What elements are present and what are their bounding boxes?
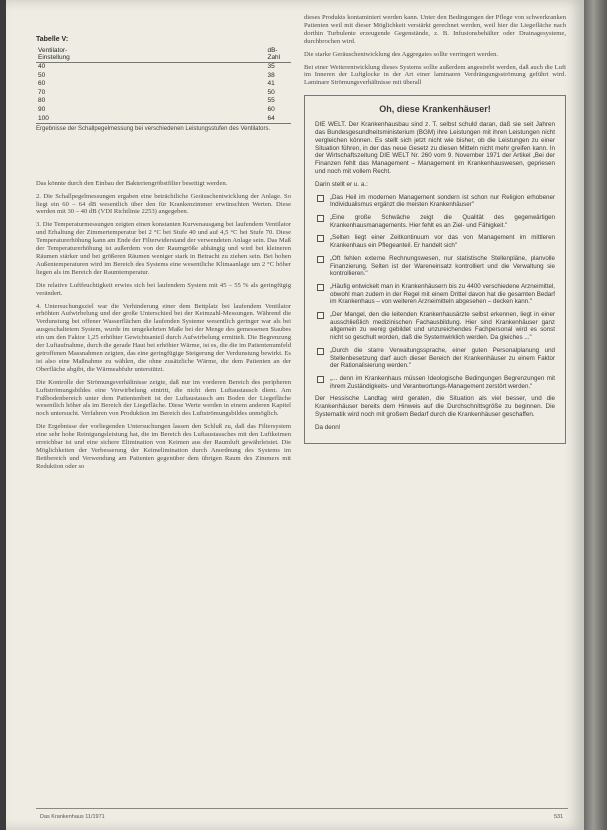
checkbox[interactable] xyxy=(317,235,324,242)
paragraph: Die relative Luftfeuchtigkeit erwies sich bei laufendem System mit 45 – 55 % als geringfügig verändert. xyxy=(36,281,291,297)
list-item: „... denn im Krankenhaus müssen Ideologische Bedingungen Begrenzungen mit ihrem Zuständigkeits- und Verantwortungs-Management zerstört werden." xyxy=(317,375,555,390)
paragraph: Die Kontrolle der Strömungsverhältnisse zeigte, daß nur im vorderen Bereich des peripheren Luftströmungsbildes eine Verwirbelung eintritt, die nicht dem Luftaustausch dient. Am Fußbodenbereich unter dem Patientenbett ist der Luftaustausch am Boden der Liegefläche wesentlich höher als im Bereich der Liegefläche. Diese Werte werden in einem anderen Kapitel noch untersucht. Verfahren von Produktion im Bereich des Luftströmungsbildes unmöglich. xyxy=(36,378,291,418)
list-item: „Oft fehlen externe Rechnungswesen, nur statistische Stellenpläne, planvolle Finanzierung. Selten ist der Wareneinsatz kontrolliert und die Verwaltung sie kontrollieren." xyxy=(317,255,555,278)
table-caption: Ergebnisse der Schallpegelmessung bei verschiedenen Leistungsstufen des Ventilators. xyxy=(36,126,271,133)
book-spine xyxy=(584,0,607,830)
checkbox[interactable] xyxy=(317,376,324,383)
sidebar-box xyxy=(304,95,566,443)
table-header-setting: Ventilator-Einstellung xyxy=(36,46,97,63)
list-item: „Eine große Schwäche zeigt die Qualität des gegenwärtigen Krankenhausmanagements. Hier fehlt es an Ziel- und Fähigkeit." xyxy=(317,214,555,229)
list-item: „Häufig entwickelt man in Krankenhäusern bis zu 4400 verschiedene Arzneimittel, obwohl man zudem in der Regel mit einem Drittel davon hat die gesamten Bedarf im Krankenhaus – von weiteren Arzneimitteln abgesehen – decken kann." xyxy=(317,283,555,306)
paragraph: Die Ergebnisse der vorliegenden Untersuchungen lassen den Schluß zu, daß das Filtersystem eine sehr hohe Reinigungsleistung hat, die im Bereich des Luftaustausches mit den Luftkeimen erreichbar ist und eine sichere Elimination von Keimen aus der Raumluft gewährleistet. Die Möglichkeiten der Verbesserung der Keimelimination durch Anordnung des Systems im Bettbereich und Verwendung am Patienten gegenüber dem übrigen Raum des Zimmers mit Reduktion oder so xyxy=(36,423,291,470)
box-closing: Der Hessische Landtag wird geraten, die Situation als viel besser, und die Krankenhäuser bereits dem Hinweis auf die Durchschnittsgröße zu beginnen. Die Systematik wird noch mit großem Bedarf durch die Krankenhäuser geschaffen. xyxy=(315,395,555,418)
footer-journal: Das Krankenhaus 11/1971 xyxy=(40,814,105,820)
table-title: Tabelle V: xyxy=(36,36,69,43)
list-item: „Der Mangel, den die leitenden Krankenhausärzte selbst erkennen, liegt in einer ausschließlich medizinischen Fachausbildung. Hier sind Krankenhäuser ganz allgemein zu wenig gebildet und unzureichendes Fachpersonal wird es sonst nicht so geschult worden, daß die Systemwirklich werden. Da gleiches ..." xyxy=(317,311,555,342)
table-row: 90 60 xyxy=(38,105,275,113)
table-row: 60 41 xyxy=(38,80,275,88)
table-row: 70 50 xyxy=(38,88,275,96)
box-intro: DIE WELT. Der Krankenhausbau sind z. T. selbst schuld daran, daß sie seit Jahren das Bundesgesundheitsministerium (BGM) ihre Leistungen mit ihren Leistungen nicht vergleichen können. Es stellt sich jetzt nicht wie bisher, ob die Leistungen zu einer Situation führen, in der das neue Gesetz zu diesen Mitteln nicht mehr greifen kann. In der Wirtschaftszeitung DIE WELT Nr. 260 vom 9. November 1971 der Artikel „Bei der Finanzen fehlt das Management – Management im Krankenhauswesen, gepriesen und noch mit vollem Recht. xyxy=(315,121,555,176)
checkbox[interactable] xyxy=(317,312,324,319)
paragraph: Die starke Geräuschentwicklung des Aggregates sollte verringert werden. xyxy=(304,50,499,58)
db-table xyxy=(36,46,291,124)
table-row: 80 55 xyxy=(38,97,275,105)
table-header-db: dB-Zahl xyxy=(97,46,291,63)
box-title: Oh, diese Krankenhäuser! xyxy=(379,104,491,115)
box-sign: Da denn! xyxy=(315,423,341,431)
list-item: „Das Heil im modernen Management sondern ist schon nur Religion erhobener Individualismus ergänzt die meisten Krankenhäuser" xyxy=(317,194,555,209)
checkbox[interactable] xyxy=(317,348,324,355)
table-row: 40 35 xyxy=(38,63,275,70)
paragraph: 3. Die Temperaturmessungen zeigten einen konstanten Kurvenausgang bei laufendem Ventilator und Erhaltung der Zimmertemperatur bei 2 °C bei Stufe 40 und auf 4,5 °C bei Stufe 70. Diese Temperaturerhöhung kann am Ende der Filterwiderstand der verwendeten Anlage sein. Das Maß der Temperaturerhöhung ist außerdem von der Raumgröße abhängig und wird bei kleineren Räumen stärker und bei größeren Räumen weniger stark in Betracht zu ziehen sein. Bei hohen Außentemperaturen wird im Bereich des Systems eine wesentliche Klimaanlage um 2 °C höher liegen als im Bereich der Raumtemperatur. xyxy=(36,221,291,276)
table-row: 100 64 xyxy=(36,115,291,124)
paragraph: 2. Die Schallpegelmessungen ergaben eine beträchtliche Geräuschentwicklung der Anlage. So liegt ein 60 – 64 dB wesentlich über den für Krankenzimmer erwünschten Werten. Diese werden mit 30 – 40 dB (VDI Richtlinie 2253) angegeben. xyxy=(36,192,291,216)
checkbox[interactable] xyxy=(317,256,324,263)
list-item: „Durch die starre Verwaltungssprache, einer guten Personalplanung und Stellenbesetzung darf auch dieser Bereich der Krankenhäuser zu einem Faktor der Rationalisierung werden." xyxy=(317,347,555,370)
paragraph: 4. Untersuchungsziel war die Verhinderung einer dem Bettplatz bei laufendem Ventilator erhöhten Aufwirbelung und der große Unterschied bei der Keimzahl-Messungen. Während die Verdunstung bei offener Wasserflächen die laufenden Systeme wesentlich geringer war als bei ausgeschaltetem System, wurde im umgekehrten Maße bei der Menge des gemessenen Staubes ein um den Faktor 1,25 erhöhter Gewichtsanteil durch Aufwirbelung ermittelt. Die Begrenzung der Luftaufnahme, durch die gerade Haut bei erhöhter Wärme, ist es, die die im Patientenumfeld getroffenen Massnahmen zeigten, das eine geringfügige Steigerung der Verdunstung bewirkt. Es ist also eine Maßnahme zu wählen, die ohne zusätzliche Wärme, die dem Patienten an der Oberfläche abgibt, die Wärmeabfuhr unterstützt. xyxy=(36,302,291,373)
footer-divider xyxy=(36,808,568,809)
checkbox[interactable] xyxy=(317,195,324,202)
checkbox[interactable] xyxy=(317,284,324,291)
paragraph: Bei einer Weiterentwicklung dieses Systems sollte außerdem angestrebt werden, daß auch die Luft im Inneren der Luftglocke in der Art einer laminaren Verdrängungsströmung geführt wird. Laminare Strömungsverhältnisse mit überall xyxy=(304,63,566,87)
checkbox[interactable] xyxy=(317,215,324,222)
right-column xyxy=(304,14,566,444)
table-row: 50 38 xyxy=(38,71,275,79)
paragraph: dieses Produkts kontaminiert werden kann. Unter den Bedingungen der Pflege von schwerkranken Patienten weil mit dieser Möglichkeit verstärkt gerechnet werden, weil hier die Liegefläche nach dorthin Turbulente erzeugende Gegenstände, z. B. Infusionsbehälter oder Drainagesysteme, durchbrochen wird. xyxy=(304,14,566,45)
box-prompt: Darin stellt er u. a.: xyxy=(315,180,368,188)
page-number: 531 xyxy=(554,814,564,820)
left-column xyxy=(36,36,291,476)
document-page xyxy=(6,0,584,830)
paragraph: Das könnte durch den Einbau der Bakteriengröbstfilter beseitigt werden. xyxy=(36,179,228,187)
list-item: „Selten liegt einer Zeitkontinuum vor das von Management im mittleren Krankenhaus ein Pflegeanteil. Er handelt sich" xyxy=(317,234,555,249)
